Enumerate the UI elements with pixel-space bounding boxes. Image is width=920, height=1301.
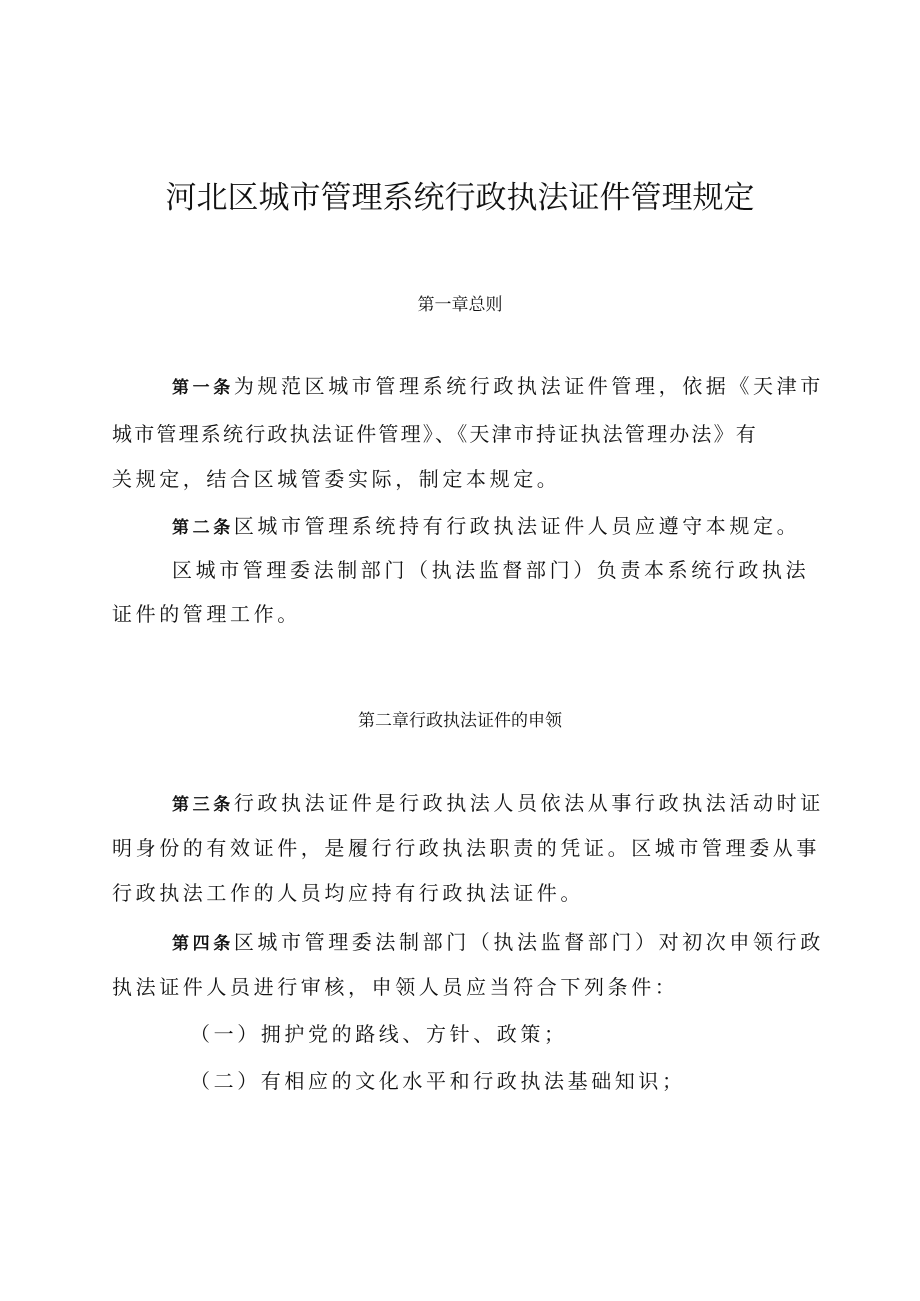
- chapter-heading: 第一章总则: [417, 295, 503, 315]
- article-paragraph-line: 关规定，结合区城管委实际，制定本规定。: [112, 467, 561, 491]
- article-paragraph-line: 城市管理系统行政执法证件管理》、《天津市持证执法管理办法》有: [112, 422, 758, 446]
- article-paragraph-line: [172, 372, 824, 402]
- article-paragraph-line: 明身份的有效证件，是履行行政执法职责的凭证。区城市管理委从事: [112, 836, 820, 860]
- article-paragraph-line: 证件的管理工作。: [112, 602, 301, 626]
- article-paragraph-line: 区城市管理委法制部门（执法监督部门）负责本系统行政执法: [172, 558, 810, 582]
- article-label: 第四条: [172, 934, 234, 954]
- article-paragraph-line: [172, 928, 824, 958]
- article-text: 区城市管理系统持有行政执法证件人员应遵守本规定。: [233, 514, 801, 538]
- article-label: 第二条: [172, 518, 234, 538]
- article-text: 行政执法证件是行政执法人员依法从事行政执法活动时证: [233, 791, 824, 815]
- list-item: （二）有相应的文化水平和行政执法基础知识；: [190, 1069, 686, 1093]
- article-paragraph-line: [172, 512, 812, 542]
- article-paragraph-line: 执法证件人员进行审核，申领人员应当符合下列条件：: [112, 975, 679, 999]
- list-item: （一）拥护党的路线、方针、政策；: [190, 1022, 568, 1046]
- article-text: 为规范区城市管理系统行政执法证件管理，依据《天津市: [233, 374, 824, 398]
- article-label: 第三条: [172, 795, 234, 815]
- article-paragraph-line: 行政执法工作的人员均应持有行政执法证件。: [112, 881, 584, 905]
- document-title: 河北区城市管理系统行政执法证件管理规定: [165, 180, 755, 216]
- article-label: 第一条: [172, 378, 234, 398]
- chapter-heading: 第二章行政执法证件的申领: [358, 711, 562, 731]
- article-paragraph-line: [172, 789, 824, 819]
- article-text: 区城市管理委法制部门（执法监督部门）对初次申领行政: [233, 930, 824, 954]
